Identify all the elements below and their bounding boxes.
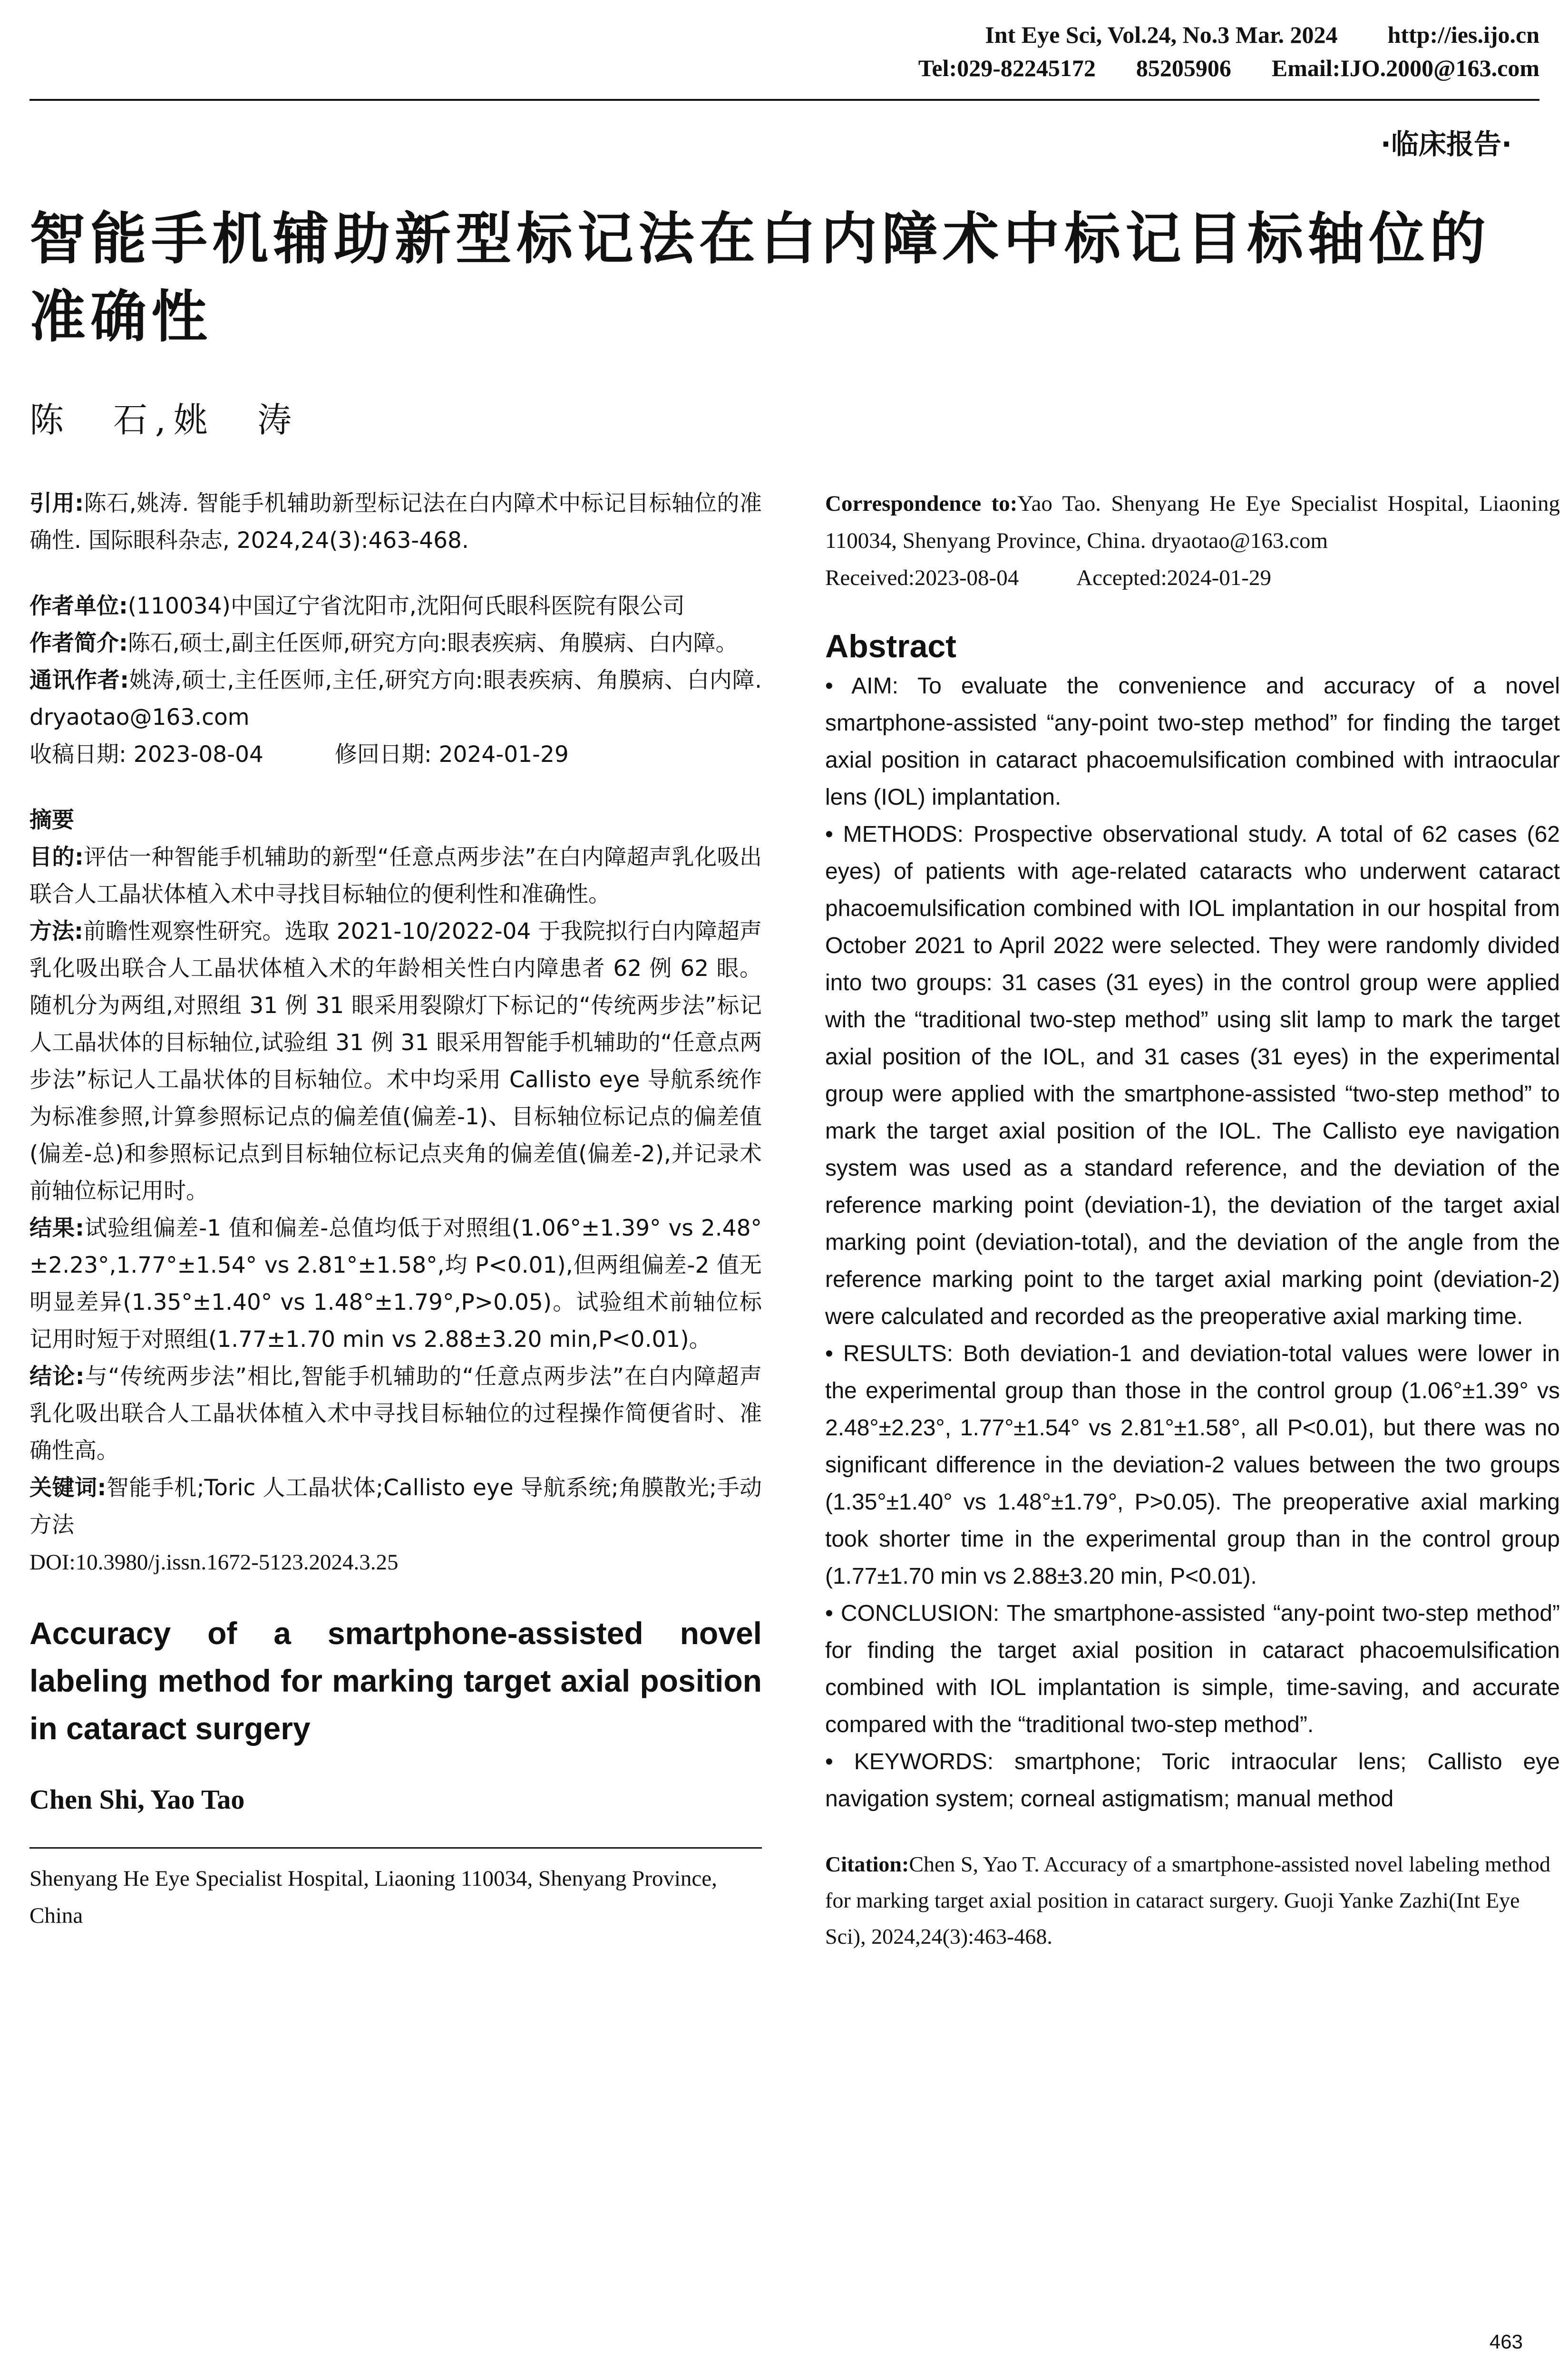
section-tag: ·临床报告· — [1380, 128, 1512, 160]
results-cn — [29, 1210, 762, 1358]
author-unit — [29, 588, 762, 625]
conclusion-label-en: • CONCLUSION: — [825, 1601, 1000, 1626]
bio-text: 陈石,硕士,副主任医师,研究方向:眼表疾病、角膜病、白内障。 — [127, 630, 738, 656]
affiliation-en: Shenyang He Eye Specialist Hospital, Liaoning 110034, Shenyang Province, China — [29, 1866, 717, 1928]
correspondence-en — [825, 485, 1560, 559]
conclusion-text-en: The smartphone-assisted “any-point two-step method” for finding the target axial position in cataract phacoemulsification combined with IOL implantation is simple, time-saving, and accurate compared with the “traditional two-step method”. — [825, 1601, 1560, 1737]
header-line-2 — [918, 51, 1539, 85]
citation-text-en: Chen S, Yao T. Accuracy of a smartphone-assisted novel labeling method for marking target axial position in cataract surgery. Guoji Yanke Zazhi(Int Eye Sci), 2024,24(3):463-468. — [825, 1852, 1550, 1948]
received-label: 收稿日期: — [29, 741, 127, 768]
corr-label: 通讯作者: — [29, 667, 129, 693]
methods-label-en: • METHODS: — [825, 822, 964, 847]
results-text-cn: 试验组偏差-1 值和偏差-总值均低于对照组(1.06°±1.39° vs 2.48°±2.23°,1.77°±1.54° vs 2.81°±1.58°,均 P<0.01),但两组偏差-2 值无明显差异(1.35°±1.40° vs 1.48°±1.79°,P>0.05)。试验组术前轴位标记用时短于对照组(1.77±1.70 min vs 2.88±3.20 min,P<0.01)。 — [29, 1215, 762, 1353]
citation-label: 引用: — [29, 490, 84, 516]
header-line-1 — [918, 18, 1539, 51]
methods-text-en: Prospective observational study. A total of 62 cases (62 eyes) of patients with age-related cataracts who underwent cataract phacoemulsification combined with IOL implantation in our hospital from October 2021 to April 2022 were selected. They were randomly divided into two groups: 31 cases (31 eyes) in the control group were applied with the “traditional two-step method” using slit lamp to mark the target axial position of the IOL, and 31 cases (31 eyes) in the experimental group were applied with the smartphone-assisted “two-step method” to mark the target axial position of the IOL. The Callisto eye navigation system was used as a standard reference, and the deviation of the reference marking point (deviation-1), the deviation of the target axial marking point (deviation-total), and the deviation of the angle from the reference marking point to the target axial marking point (deviation-2) were calculated and recorded as the preoperative axial marking time. — [825, 822, 1560, 1329]
aim-label-cn: 目的: — [29, 844, 84, 870]
author-bio — [29, 625, 762, 662]
journal-tel: Tel:029-82245172 — [918, 55, 1096, 81]
keywords-label-cn: 关键词: — [29, 1475, 107, 1501]
right-column — [825, 485, 1560, 1955]
accepted-en: Accepted:2024-01-29 — [1076, 565, 1271, 590]
corresponding-author — [29, 662, 762, 736]
keywords-cn — [29, 1470, 762, 1544]
conclusion-text-cn: 与“传统两步法”相比,智能手机辅助的“任意点两步法”在白内障超声乳化吸出联合人工晶状体植入术中寻找目标轴位的过程操作简便省时、准确性高。 — [29, 1364, 762, 1464]
unit-label: 作者单位: — [29, 593, 128, 619]
conclusion-cn — [29, 1358, 762, 1470]
authors-en: Chen Shi, Yao Tao — [29, 1784, 245, 1815]
citation-en — [825, 1846, 1560, 1955]
running-header — [918, 18, 1539, 85]
authors-cn: 陈 石,姚 涛 — [29, 400, 299, 440]
results-text-en: Both deviation-1 and deviation-total values were lower in the experimental group than those in the control group (1.06°±1.39° vs 2.48°±2.23°, 1.77°±1.54° vs 2.81°±1.58°, all P<0.01), but there was no significant difference in the deviation-2 values between the two groups (1.35°±1.40° vs 1.48°±1.79°, P>0.05). The preoperative axial marking took shorter time in the experimental group than in the control group (1.77±1.70 min vs 2.88±3.20 min, P<0.01). — [825, 1341, 1560, 1589]
received-en: Received:2023-08-04 — [825, 565, 1019, 590]
citation-text: 陈石,姚涛. 智能手机辅助新型标记法在白内障术中标记目标轴位的准确性. 国际眼科杂志, 2024,24(3):463-468. — [29, 490, 762, 554]
results-label-cn: 结果: — [29, 1215, 84, 1241]
aim-text-cn: 评估一种智能手机辅助的新型“任意点两步法”在白内障超声乳化吸出联合人工晶状体植入术中寻找目标轴位的便利性和准确性。 — [29, 844, 762, 907]
aim-label-en: • AIM: — [825, 673, 898, 699]
left-column — [29, 485, 762, 1934]
citation-label-en: Citation: — [825, 1852, 909, 1876]
journal-email[interactable]: Email:IJO.2000@163.com — [1271, 55, 1539, 81]
correspondence-text: Yao Tao. Shenyang He Eye Specialist Hospital, Liaoning 110034, Shenyang Province, China. dryaotao@163.com — [825, 491, 1560, 553]
conclusion-label-cn: 结论: — [29, 1364, 85, 1390]
keywords-en — [825, 1744, 1560, 1818]
corr-text: 姚涛,硕士,主任医师,主任,研究方向:眼表疾病、角膜病、白内障. dryaotao@163.com — [29, 667, 762, 731]
keywords-text-cn: 智能手机;Toric 人工晶状体;Callisto eye 导航系统;角膜散光;手动方法 — [29, 1475, 762, 1538]
aim-cn — [29, 839, 762, 913]
header-rule — [29, 99, 1539, 101]
bio-label: 作者简介: — [29, 630, 128, 656]
methods-label-cn: 方法: — [29, 918, 83, 945]
page-number: 463 — [1489, 2330, 1523, 2353]
revised-date: 2024-01-29 — [438, 741, 569, 768]
journal-tel-2: 85205906 — [1136, 55, 1231, 81]
keywords-text-en: smartphone; Toric intraocular lens; Callisto eye navigation system; corneal astigmatism; manual method — [825, 1749, 1560, 1812]
revised-label: 修回日期: — [334, 741, 432, 768]
abstract-heading-en: Abstract — [825, 628, 956, 664]
dates-en — [825, 559, 1560, 596]
methods-text-cn: 前瞻性观察性研究。选取 2021-10/2022-04 于我院拟行白内障超声乳化吸出联合人工晶状体植入术的年龄相关性白内障患者 62 例 62 眼。随机分为两组,对照组 31 例 31 眼采用裂隙灯下标记的“传统两步法”标记人工晶状体的目标轴位,试验组 31 例 31 眼采用智能手机辅助的“任意点两步法”标记人工晶状体的目标轴位。术中均采用 Callisto eye 导航系统作为标准参照,计算参照标记点的偏差值(偏差-1)、目标轴位标记点的偏差值(偏差-总)和参照标记点到目标轴位标记点夹角的偏差值(偏差-2),并记录术前轴位标记用时。 — [29, 918, 762, 1204]
keywords-label-en: • KEYWORDS: — [825, 1749, 994, 1774]
journal-info: Int Eye Sci, Vol.24, No.3 Mar. 2024 — [985, 21, 1338, 48]
results-en — [825, 1335, 1560, 1595]
conclusion-en — [825, 1595, 1560, 1744]
results-label-en: • RESULTS: — [825, 1341, 954, 1366]
citation-cn — [29, 485, 762, 559]
article-title-en: Accuracy of a smartphone-assisted novel labeling method for marking target axial position in cataract surgery — [29, 1616, 762, 1746]
received-date: 2023-08-04 — [133, 741, 263, 768]
aim-en — [825, 668, 1560, 816]
methods-cn — [29, 913, 762, 1210]
article-title-cn: 智能手机辅助新型标记法在白内障术中标记目标轴位的准确性 — [29, 206, 1491, 350]
abstract-heading-cn: 摘要 — [29, 807, 74, 833]
doi[interactable]: DOI:10.3980/j.issn.1672-5123.2024.3.25 — [29, 1550, 399, 1575]
dates-cn — [29, 736, 762, 773]
methods-en — [825, 816, 1560, 1335]
correspondence-label: Correspondence to: — [825, 491, 1018, 516]
unit-text: (110034)中国辽宁省沈阳市,沈阳何氏眼科医院有限公司 — [127, 593, 685, 619]
journal-url[interactable]: http://ies.ijo.cn — [1387, 21, 1539, 48]
aim-text-en: To evaluate the convenience and accuracy of a novel smartphone-assisted “any-point two-step method” for finding the target axial position in cataract phacoemulsification combined with intraocular lens (IOL) implantation. — [825, 673, 1560, 810]
